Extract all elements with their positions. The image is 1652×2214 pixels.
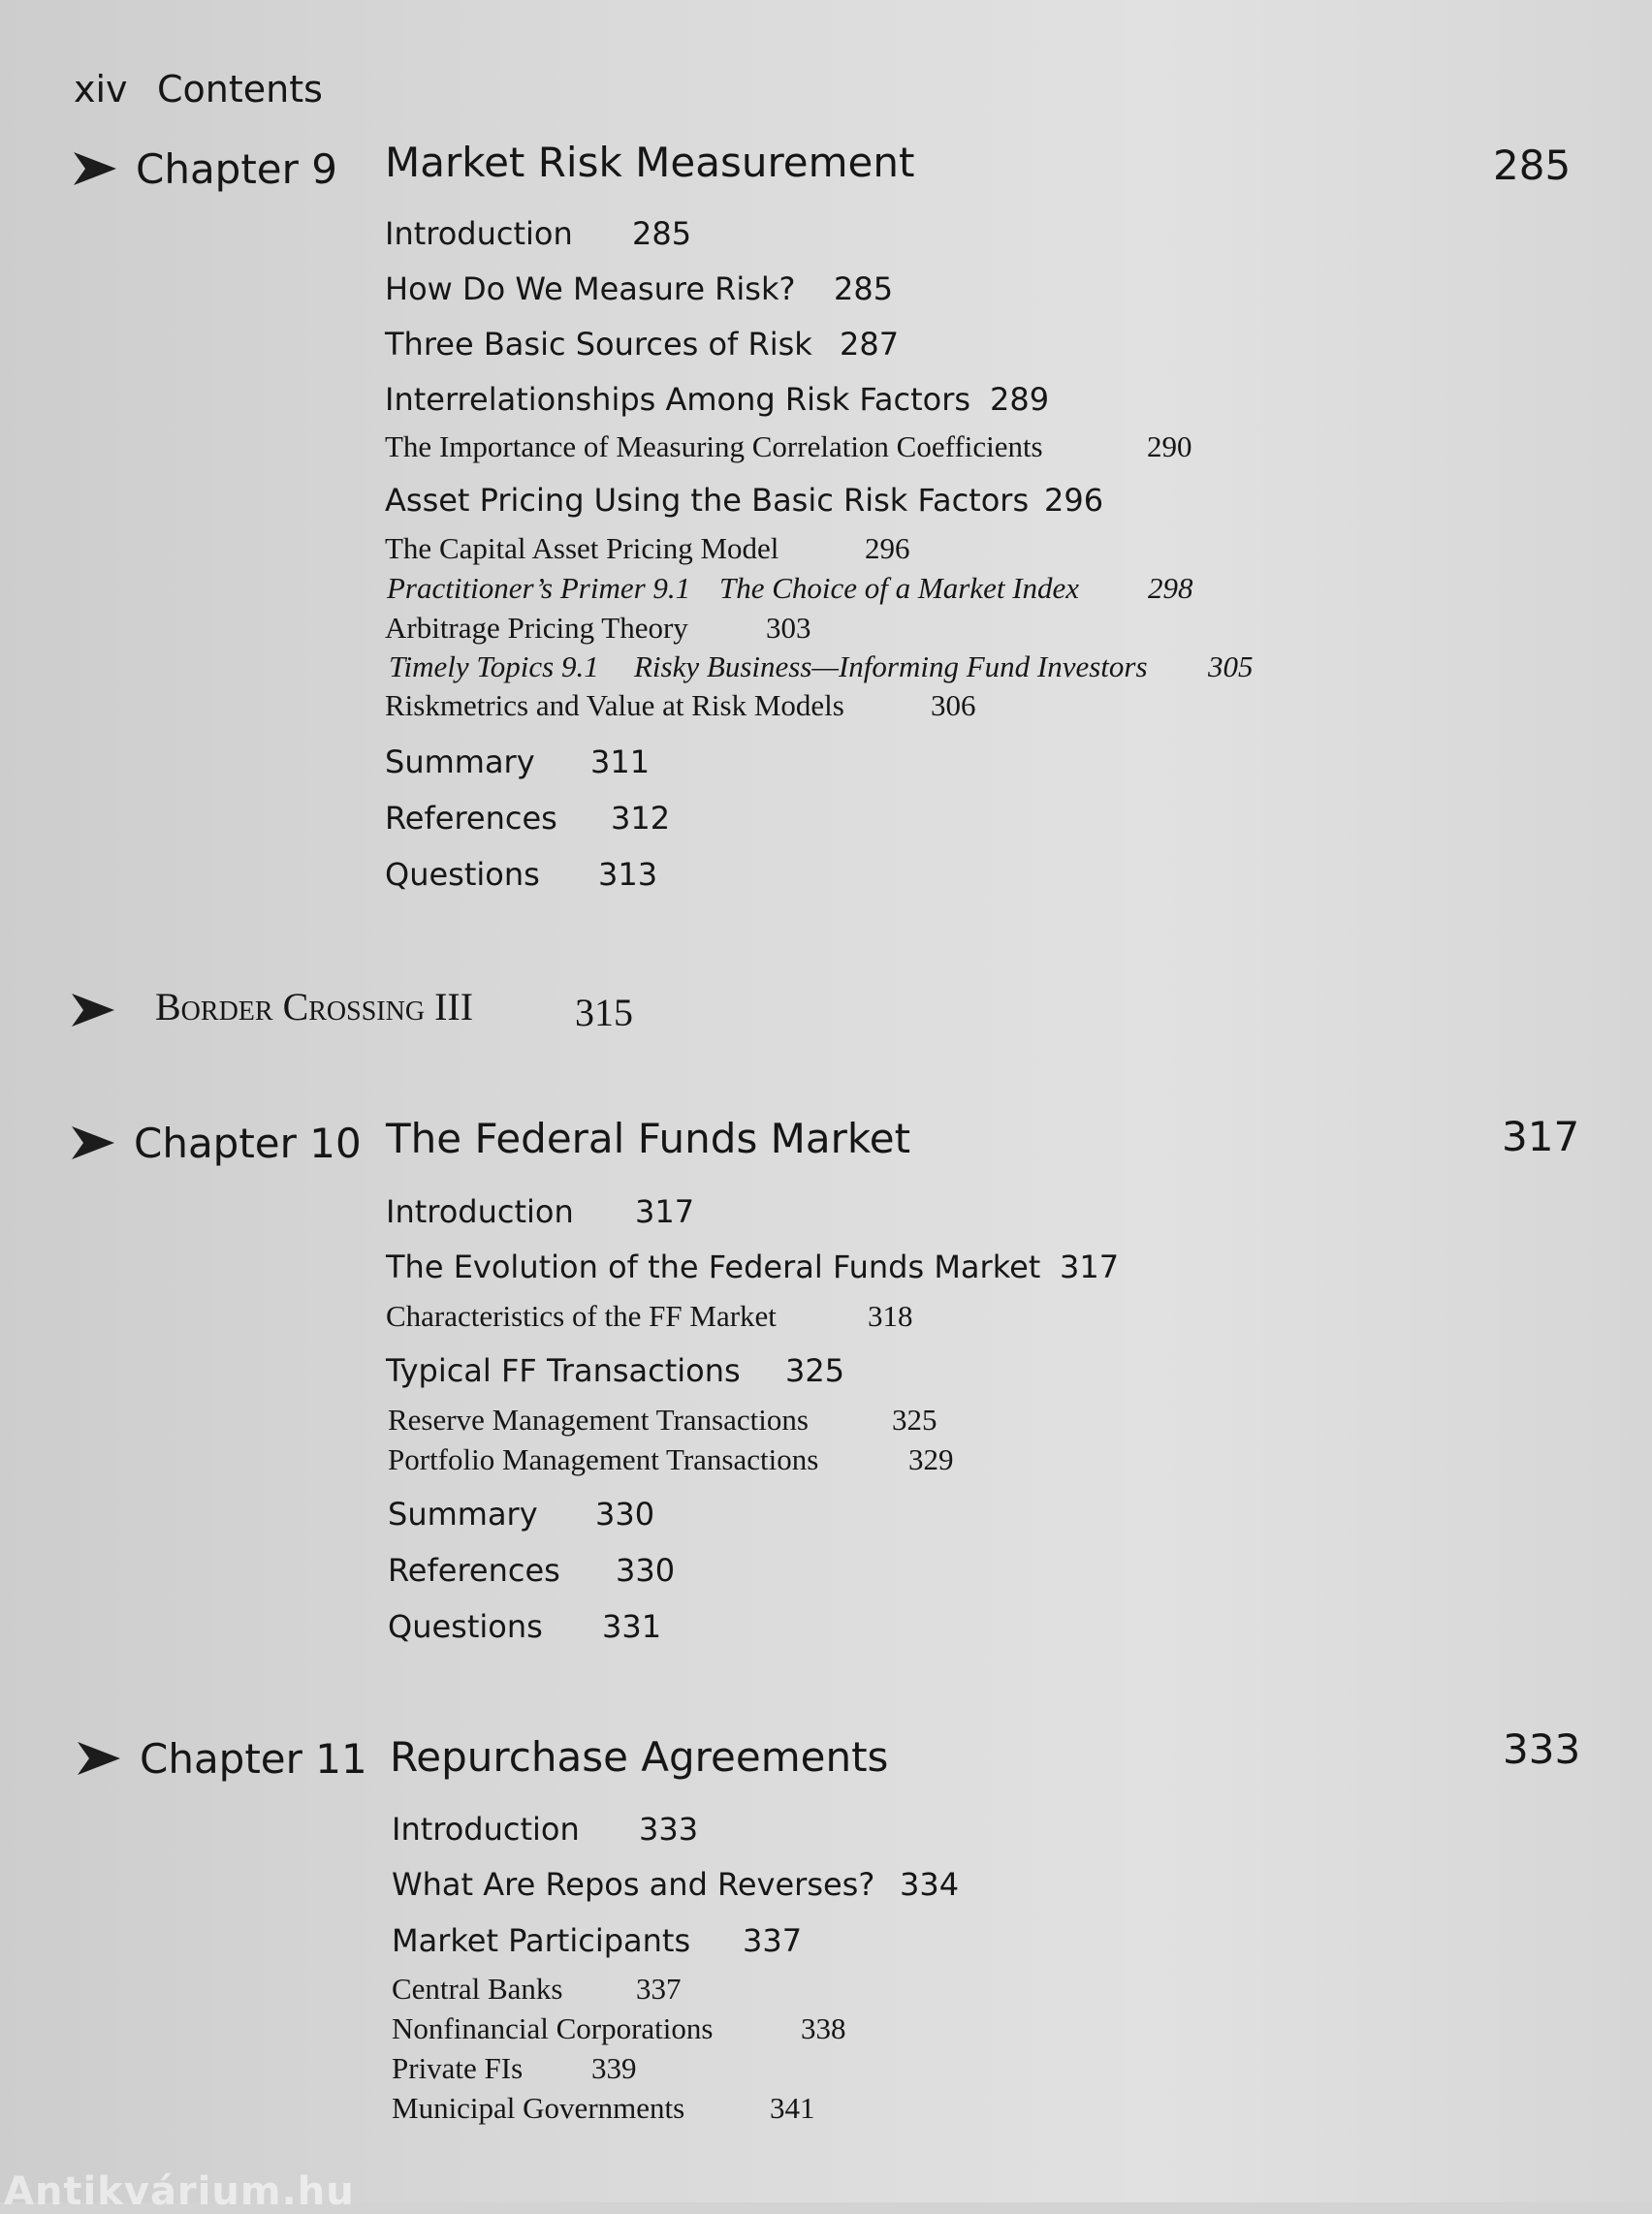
toc-subentry: Portfolio Management Transactions [388,1442,819,1476]
toc-entry-page: 325 [892,1403,937,1437]
toc-entry: The Evolution of the Federal Funds Market [386,1249,1041,1285]
toc-entry-page: 311 [590,743,651,780]
toc-subentry: Reserve Management Transactions [388,1403,809,1437]
toc-entry-page: 285 [834,270,894,307]
toc-entry: References [385,800,557,837]
toc-entry-page: 331 [602,1608,662,1645]
arrowhead-icon [74,152,116,185]
toc-entry: Interrelationships Among Risk Factors [385,381,971,418]
chapter-page: 285 [1493,142,1572,189]
boxed-feature-title: The Choice of a Market Index [719,571,1080,605]
part-label: Border Crossing III [155,985,474,1028]
watermark: Antikvárium.hu [4,2169,355,2214]
arrowhead-icon [78,1742,120,1775]
toc-entry-page: 339 [591,2051,637,2085]
toc-entry-page: 338 [801,2011,846,2045]
toc-entry-page: 317 [635,1193,695,1230]
toc-entry-page: 296 [1044,482,1104,519]
chapter-page: 333 [1503,1725,1581,1773]
toc-entry: Introduction [386,1193,574,1230]
toc-subentry: The Capital Asset Pricing Model [385,531,779,565]
chapter-label: Chapter 11 [140,1735,367,1783]
boxed-feature-label: Practitioner’s Primer 9.1 [387,571,691,605]
toc-entry: Asset Pricing Using the Basic Risk Factors [385,482,1030,519]
toc-entry: Market Participants [392,1922,691,1959]
toc-entry-page: 305 [1208,649,1254,683]
toc-entry: What Are Repos and Reverses? [392,1866,875,1903]
toc-subentry: Arbitrage Pricing Theory [385,611,688,645]
toc-entry-page: 306 [931,688,976,722]
page-number: xiv [74,68,128,111]
toc-entry-page: 341 [770,2091,815,2125]
toc-entry-page: 312 [611,800,671,837]
toc-entry-page: 337 [743,1922,803,1959]
toc-entry-page: 325 [785,1352,845,1389]
page-title: Contents [157,68,323,111]
toc-entry: References [388,1552,560,1589]
toc-entry-page: 334 [900,1866,960,1903]
part-page: 315 [575,991,633,1034]
toc-entry-page: 337 [636,1972,682,2006]
toc-entry-page: 303 [766,611,811,645]
toc-entry: Summary [388,1496,538,1533]
chapter-title: Repurchase Agreements [390,1733,889,1781]
toc-entry-page: 313 [598,856,658,893]
toc-entry-page: 298 [1148,571,1193,605]
toc-subentry: Characteristics of the FF Market [386,1299,777,1333]
toc-entry-page: 330 [616,1552,676,1589]
toc-entry: Introduction [385,215,573,252]
toc-entry: Three Basic Sources of Risk [385,326,812,363]
toc-entry-page: 296 [865,531,910,565]
arrowhead-icon [72,1126,114,1159]
toc-subentry: Private FIs [392,2051,524,2085]
chapter-label: Chapter 9 [136,145,337,193]
toc-entry: Typical FF Transactions [386,1352,741,1389]
toc-entry: Summary [385,743,535,780]
chapter-page: 317 [1502,1113,1580,1160]
toc-entry-page: 318 [868,1299,913,1333]
chapter-title: Market Risk Measurement [385,139,915,186]
toc-entry-page: 290 [1147,429,1192,463]
toc-entry-page: 317 [1060,1249,1120,1285]
arrowhead-icon [72,994,114,1027]
toc-entry-page: 285 [632,215,692,252]
toc-subentry: The Importance of Measuring Correlation Coefficients [385,429,1043,463]
toc-subentry: Nonfinancial Corporations [392,2011,714,2045]
toc-entry-page: 330 [595,1496,655,1533]
toc-entry: How Do We Measure Risk? [385,270,796,307]
toc-entry: Questions [388,1608,543,1645]
boxed-feature-title: Risky Business—Informing Fund Investors [634,649,1148,683]
toc-entry-page: 333 [639,1811,699,1848]
toc-entry: Introduction [392,1811,580,1848]
toc-entry-page: 289 [990,381,1050,418]
toc-subentry: Municipal Governments [392,2091,685,2125]
boxed-feature-label: Timely Topics 9.1 [389,649,599,683]
toc-entry-page: 329 [908,1442,954,1476]
chapter-title: The Federal Funds Market [386,1115,911,1162]
toc-subentry: Central Banks [392,1972,563,2006]
toc-subentry: Riskmetrics and Value at Risk Models [385,688,844,722]
toc-entry-page: 287 [840,326,900,363]
toc-entry: Questions [385,856,540,893]
chapter-label: Chapter 10 [134,1120,362,1167]
